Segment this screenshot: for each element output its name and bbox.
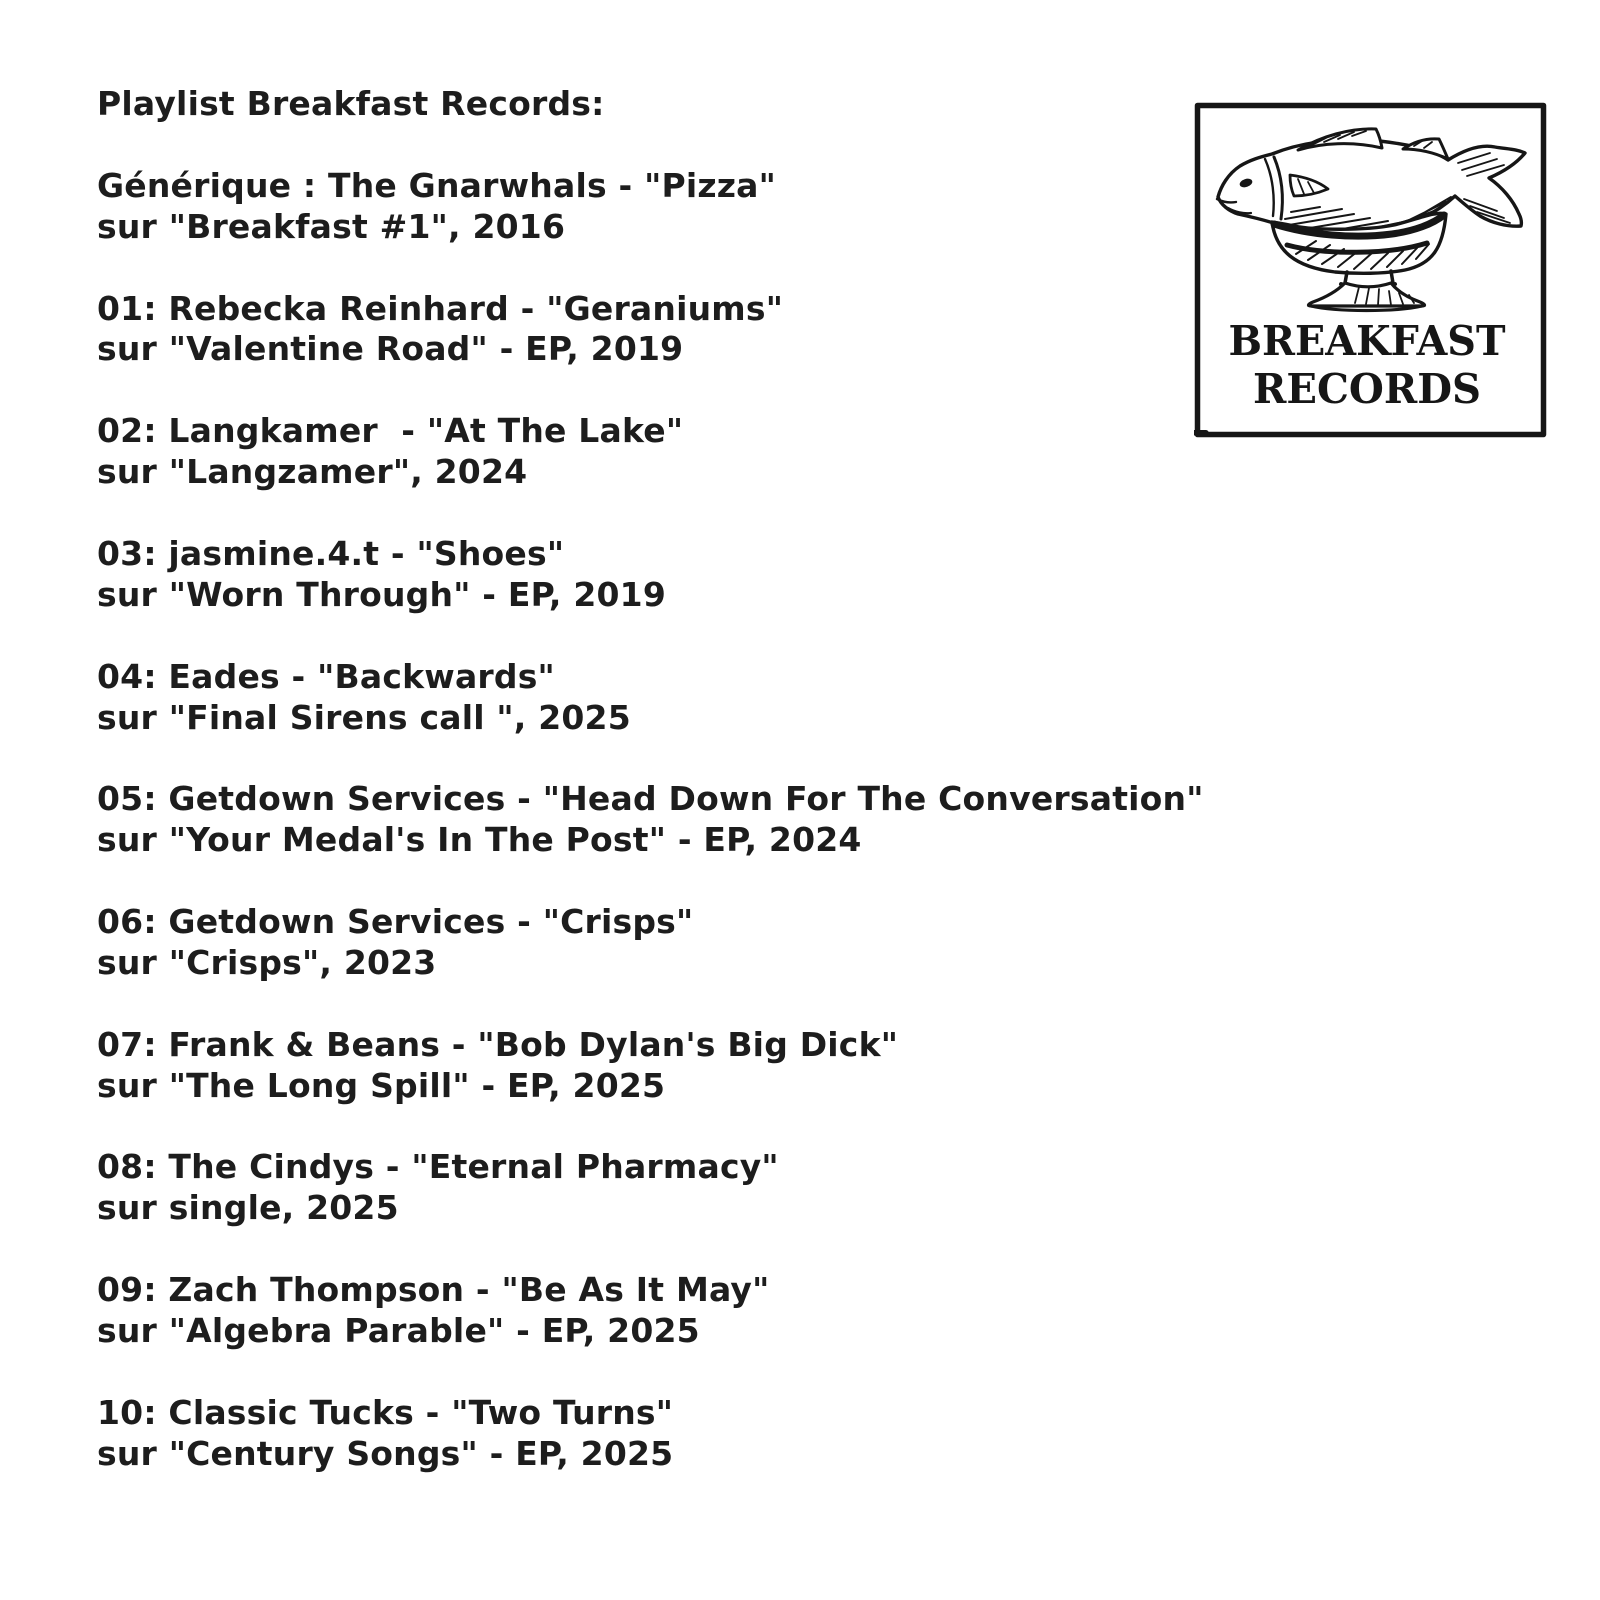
playlist-entry bbox=[97, 902, 1204, 984]
playlist-entry bbox=[97, 289, 1204, 371]
track-line: 06: Getdown Services - "Crisps" bbox=[97, 902, 694, 942]
playlist-entry bbox=[97, 1025, 1204, 1107]
playlist bbox=[97, 84, 1204, 1516]
track-line: 07: Frank & Beans - "Bob Dylan's Big Dick" bbox=[97, 1024, 899, 1064]
track-line: 10: Classic Tucks - "Two Turns" bbox=[97, 1392, 674, 1432]
album-line: sur "The Long Spill" - EP, 2025 bbox=[97, 1065, 666, 1105]
logo-wordmark bbox=[1229, 317, 1506, 413]
playlist-entry bbox=[97, 411, 1204, 493]
playlist-entry bbox=[97, 1393, 1204, 1475]
album-line: sur "Century Songs" - EP, 2025 bbox=[97, 1433, 674, 1473]
playlist-entry bbox=[97, 534, 1204, 616]
playlist-entry bbox=[97, 779, 1204, 861]
track-line: Générique : The Gnarwhals - "Pizza" bbox=[97, 165, 777, 205]
album-line: sur single, 2025 bbox=[97, 1188, 399, 1228]
page-title: Playlist Breakfast Records: bbox=[97, 84, 605, 123]
track-line: 03: jasmine.4.t - "Shoes" bbox=[97, 533, 565, 573]
album-line: sur "Crisps", 2023 bbox=[97, 942, 437, 982]
album-line: sur "Final Sirens call ", 2025 bbox=[97, 697, 631, 737]
track-line: 08: The Cindys - "Eternal Pharmacy" bbox=[97, 1147, 779, 1187]
playlist-entry bbox=[97, 1270, 1204, 1352]
breakfast-records-logo bbox=[1194, 102, 1547, 439]
album-line: sur "Breakfast #1", 2016 bbox=[97, 206, 566, 246]
logo-text-breakfast: BREAKFAST bbox=[1228, 317, 1506, 365]
album-line: sur "Worn Through" - EP, 2019 bbox=[97, 574, 667, 614]
album-line: sur "Valentine Road" - EP, 2019 bbox=[97, 329, 684, 369]
playlist-entry bbox=[97, 166, 1204, 248]
track-line: 04: Eades - "Backwards" bbox=[97, 656, 555, 696]
playlist-entry bbox=[97, 1147, 1204, 1229]
playlist-entry bbox=[97, 657, 1204, 739]
album-line: sur "Langzamer", 2024 bbox=[97, 452, 528, 492]
track-line: 01: Rebecka Reinhard - "Geraniums" bbox=[97, 288, 784, 328]
track-line: 09: Zach Thompson - "Be As It May" bbox=[97, 1270, 770, 1310]
logo-text-records: RECORDS bbox=[1253, 365, 1481, 413]
album-line: sur "Algebra Parable" - EP, 2025 bbox=[97, 1311, 700, 1351]
album-line: sur "Your Medal's In The Post" - EP, 2024 bbox=[97, 820, 862, 860]
breakfast-records-logo-image bbox=[1194, 102, 1547, 439]
track-line: 02: Langkamer - "At The Lake" bbox=[97, 411, 684, 451]
track-line: 05: Getdown Services - "Head Down For The Conversation" bbox=[97, 779, 1204, 819]
